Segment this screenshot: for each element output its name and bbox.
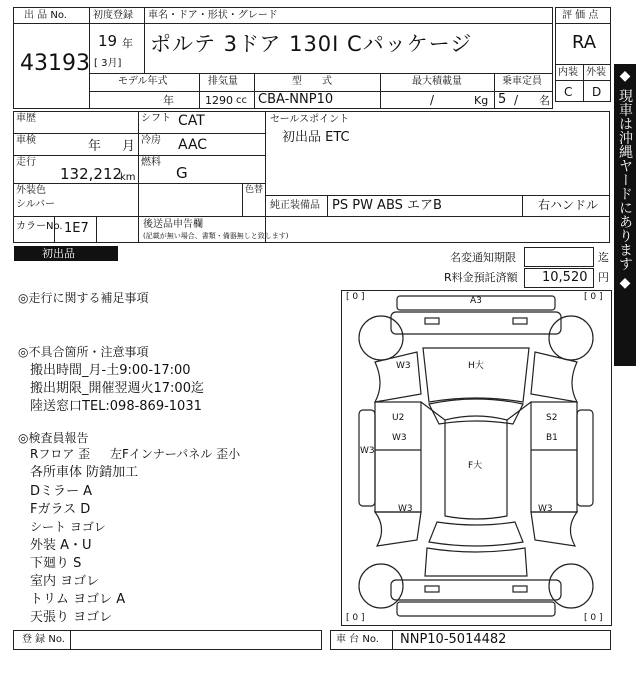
first-reg-year: 19 (98, 32, 118, 50)
recycle-unit: 円 (598, 271, 609, 284)
damage-mark: U2 (392, 413, 405, 423)
displacement-label: 排気量 (208, 76, 238, 87)
shift-value: CAT (178, 113, 205, 129)
car-diagram (341, 290, 612, 626)
color-no-value: 1E7 (64, 221, 89, 236)
ac-label: 冷房 (141, 135, 161, 146)
model-code: CBA-NNP10 (258, 92, 334, 107)
damage-mark: B1 (546, 433, 558, 443)
inspector-line: Fガラス D (30, 502, 91, 517)
displacement-value: 1290 (205, 94, 233, 107)
interior-score: C (564, 85, 573, 99)
inspection-label: 車検 (16, 135, 36, 146)
equipment-value: PS PW ABS エアB (332, 198, 442, 213)
capacity-label: 乗車定員 (502, 76, 542, 87)
inspection-year-unit: 年 (88, 139, 102, 154)
transfer-deadline-label: 名変通知期限 (450, 251, 516, 264)
inspector-line: 天張り ヨゴレ (30, 610, 113, 625)
transfer-deadline-box (524, 247, 594, 267)
chassis-label: 車 台 No. (336, 634, 379, 645)
corner-mark-bottom-right: [ 0 ] (584, 613, 603, 623)
first-listing-label: 初出品 (42, 247, 75, 260)
color-value: シルバー (16, 199, 56, 210)
lot-number: 43193 (20, 51, 90, 76)
exterior-label: 外装 (586, 67, 606, 78)
inspector-line: 下廻り S (30, 556, 82, 571)
issue-line: 搬出時間_月-土9:00-17:00 (30, 363, 191, 378)
interior-label: 内装 (558, 67, 578, 78)
aftermarket-note: (記載が無い場合、書類・備器無しと致します) (143, 232, 289, 240)
inspector-line: 室内 ヨゴレ (30, 574, 100, 589)
inspection-month-unit: 月 (122, 139, 136, 154)
capacity-unit: 名 (539, 94, 550, 107)
sales-point-value: 初出品 ETC (282, 130, 350, 145)
inspector-line: 左Fインナーパネル 歪小 (110, 447, 241, 461)
inspector-line: 各所車体 防錆加工 (30, 465, 139, 480)
damage-mark: S2 (546, 413, 558, 423)
car-name-label: 車名・ドア・形状・グレード (148, 10, 278, 21)
damage-mark: W3 (392, 433, 407, 443)
damage-mark: W3 (538, 504, 553, 514)
max-load-label: 最大積載量 (412, 76, 462, 87)
recycle-label: R料金預託済額 (444, 271, 518, 284)
first-registration-label: 初度登録 (93, 10, 133, 21)
score-value: RA (572, 32, 597, 53)
damage-mark: W3 (398, 504, 413, 514)
color-label: 外装色 (16, 185, 46, 196)
car-name: ポルテ 3ドア 130I Cパッケージ (150, 32, 473, 56)
exterior-score: D (592, 85, 602, 99)
aftermarket-label: 後送品申告欄 (143, 219, 203, 230)
color-no-label: カラーNo. (16, 221, 63, 232)
damage-mark: H大 (468, 361, 484, 371)
history-label: 車歴 (16, 113, 36, 124)
sales-point-label: セールスポイント (270, 114, 350, 125)
model-year-unit: 年 (163, 94, 174, 107)
fuel-value: G (176, 164, 188, 182)
mileage-label: 走行 (16, 157, 36, 168)
score-label: 評 価 点 (562, 10, 599, 21)
lot-label: 出 品 No. (24, 10, 67, 21)
type-label: 型 式 (292, 76, 332, 87)
capacity-value: 5 (498, 92, 507, 107)
inspector-line: シート ヨゴレ (30, 520, 106, 534)
issue-line: 搬出期限_開催翌週火17:00迄 (30, 381, 204, 396)
damage-mark: F大 (468, 461, 483, 471)
transfer-deadline-suffix: 迄 (598, 251, 609, 264)
load-slash: / (430, 93, 435, 107)
displacement-unit: cc (236, 95, 247, 106)
load-unit: Kg (474, 94, 489, 107)
corner-mark-top-right: [ 0 ] (584, 292, 603, 302)
ac-value: AAC (178, 137, 208, 153)
recycle-amount: 10,520 (542, 270, 588, 285)
corner-mark-bottom-left: [ 0 ] (346, 613, 365, 623)
driving-remarks-title: ◎走行に関する補足事項 (18, 291, 149, 305)
first-reg-year-unit: 年 (122, 37, 133, 50)
equipment-label: 純正装備品 (270, 200, 320, 211)
damage-mark: W3 (396, 361, 411, 371)
capacity-slash: / (514, 93, 519, 107)
steering-value: 右ハンドル (538, 198, 599, 212)
registration-label: 登 録 No. (22, 634, 65, 645)
chassis-number: NNP10-5014482 (400, 632, 507, 647)
mileage-unit: km (120, 172, 136, 183)
mileage-value: 132,212 (60, 165, 123, 183)
color-change-label: 色替 (245, 185, 264, 195)
issues-title: ◎不具合箇所・注意事項 (18, 345, 149, 359)
inspector-title: ◎検査員報告 (18, 431, 89, 445)
fuel-label: 燃料 (141, 157, 161, 168)
inspector-line: トリム ヨゴレ A (30, 592, 126, 607)
inspector-line: Rフロア 歪 (30, 447, 91, 461)
first-reg-month: [ 3月] (94, 58, 122, 69)
damage-mark: A3 (470, 296, 482, 306)
model-year-label: モデル年式 (118, 76, 168, 87)
side-notice-text: ◆ 現車は沖縄ヤードにあります ◆ (617, 68, 633, 291)
damage-mark: W3 (360, 446, 375, 456)
inspector-line: Dミラー A (30, 484, 93, 499)
shift-label: シフト (141, 113, 171, 124)
corner-mark-top-left: [ 0 ] (346, 292, 365, 302)
inspector-line: 外装 A・U (30, 538, 92, 553)
issue-line: 陸送窓口TEL:098-869-1031 (30, 399, 202, 414)
